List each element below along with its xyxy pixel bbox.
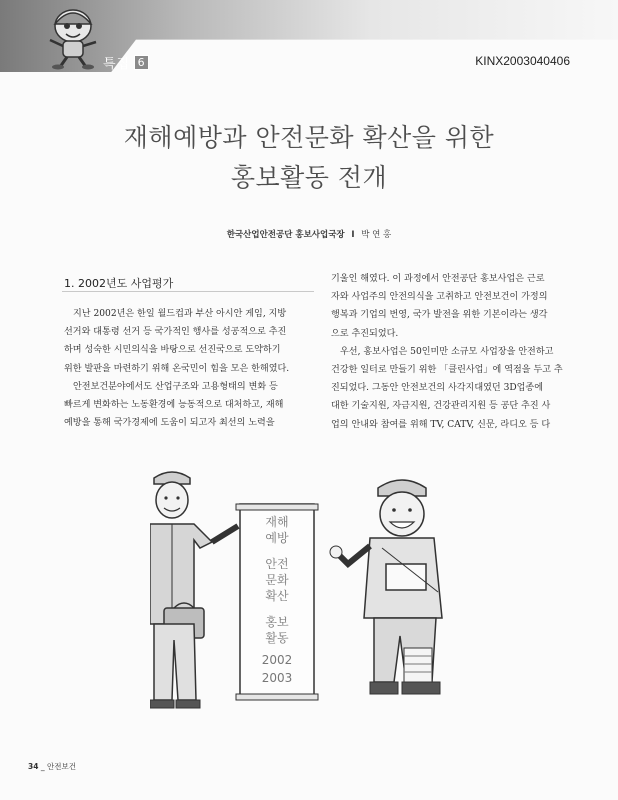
text-line: 하며 성숙한 시민의식을 바탕으로 선진국으로 도약하기 xyxy=(64,345,281,356)
author-organization: 한국산업안전공단 홍보사업국장 xyxy=(226,230,345,240)
text-line: 안전보건분야에서도 산업구조와 고용형태의 변화 등 xyxy=(73,381,278,392)
author-name: 박 연 홍 xyxy=(361,230,392,240)
article-title-line-1: 재해예방과 안전문화 확산을 위한 xyxy=(123,123,495,152)
special-number: 6 xyxy=(134,55,149,70)
text-line: 빠르게 변화하는 노동환경에 능동적으로 대처하고, 재해 xyxy=(64,400,284,411)
banner-line: 안전 xyxy=(265,557,289,571)
byline-separator: I xyxy=(351,230,355,240)
special-label-text: 특집 xyxy=(103,57,131,72)
text-line: 행복과 기업의 번영, 국가 발전을 위한 기본이라는 생각 xyxy=(331,310,548,321)
page-number: 34 xyxy=(28,762,39,771)
text-line: 지난 2002년은 한일 월드컵과 부산 아시안 게임, 지방 xyxy=(73,309,287,319)
text-line: 업의 안내와 참여를 위해 TV, CATV, 신문, 라디오 등 다 xyxy=(331,419,551,430)
text-line: 우선, 홍보사업은 50인미만 소규모 사업장을 안전하고 xyxy=(340,346,554,357)
text-line: 위한 발판을 마련하기 위해 온국민이 힘을 모은 한해였다. xyxy=(64,363,290,374)
cartoon-illustration xyxy=(150,468,470,726)
text-line: 예방을 통해 국가경제에 도움이 되고자 최선의 노력을 xyxy=(64,418,275,429)
document-code: KINX2003040406 xyxy=(475,54,570,68)
byline xyxy=(0,228,618,240)
left-worker-figure xyxy=(150,472,238,708)
text-line: 으로 추진되었다. xyxy=(331,328,399,339)
body-column-left xyxy=(64,305,318,432)
mascot-icon xyxy=(42,4,104,70)
magazine-name: _ 안전보건 xyxy=(40,762,76,771)
banner-line: 확산 xyxy=(265,589,289,603)
article-title-line-2: 홍보활동 전개 xyxy=(230,163,388,192)
section-heading: 1. 2002년도 사업평가 xyxy=(64,277,174,290)
banner-line: 홍보 xyxy=(265,615,289,629)
right-worker-figure xyxy=(330,480,442,694)
banner-line: 활동 xyxy=(265,631,289,645)
banner-year: 2002 xyxy=(261,653,293,667)
body-column-right xyxy=(331,270,571,434)
text-line: 건강한 일터로 만들기 위한 「클린사업」에 역점을 두고 추 xyxy=(331,365,563,376)
special-feature-label xyxy=(103,53,149,72)
page-footer xyxy=(28,761,76,772)
text-line: 기울인 해였다. 이 과정에서 안전공단 홍보사업은 근로 xyxy=(331,274,545,284)
text-line: 진되었다. 그동안 안전보건의 사각지대였던 3D업종에 xyxy=(331,383,544,394)
slogan-banner xyxy=(236,504,318,700)
banner-line: 재해 xyxy=(265,515,289,529)
text-line: 선거와 대통령 선거 등 국가적인 행사를 성공적으로 추진 xyxy=(64,327,287,338)
section-divider xyxy=(62,291,314,292)
banner-line: 문화 xyxy=(265,573,289,587)
banner-line: 예방 xyxy=(265,531,289,545)
text-line: 자와 사업주의 안전의식을 고취하고 안전보건이 가정의 xyxy=(331,292,548,303)
banner-year: 2003 xyxy=(261,671,293,685)
text-line: 대한 기술지원, 자금지원, 건강관리지원 등 공단 추진 사 xyxy=(331,401,551,412)
